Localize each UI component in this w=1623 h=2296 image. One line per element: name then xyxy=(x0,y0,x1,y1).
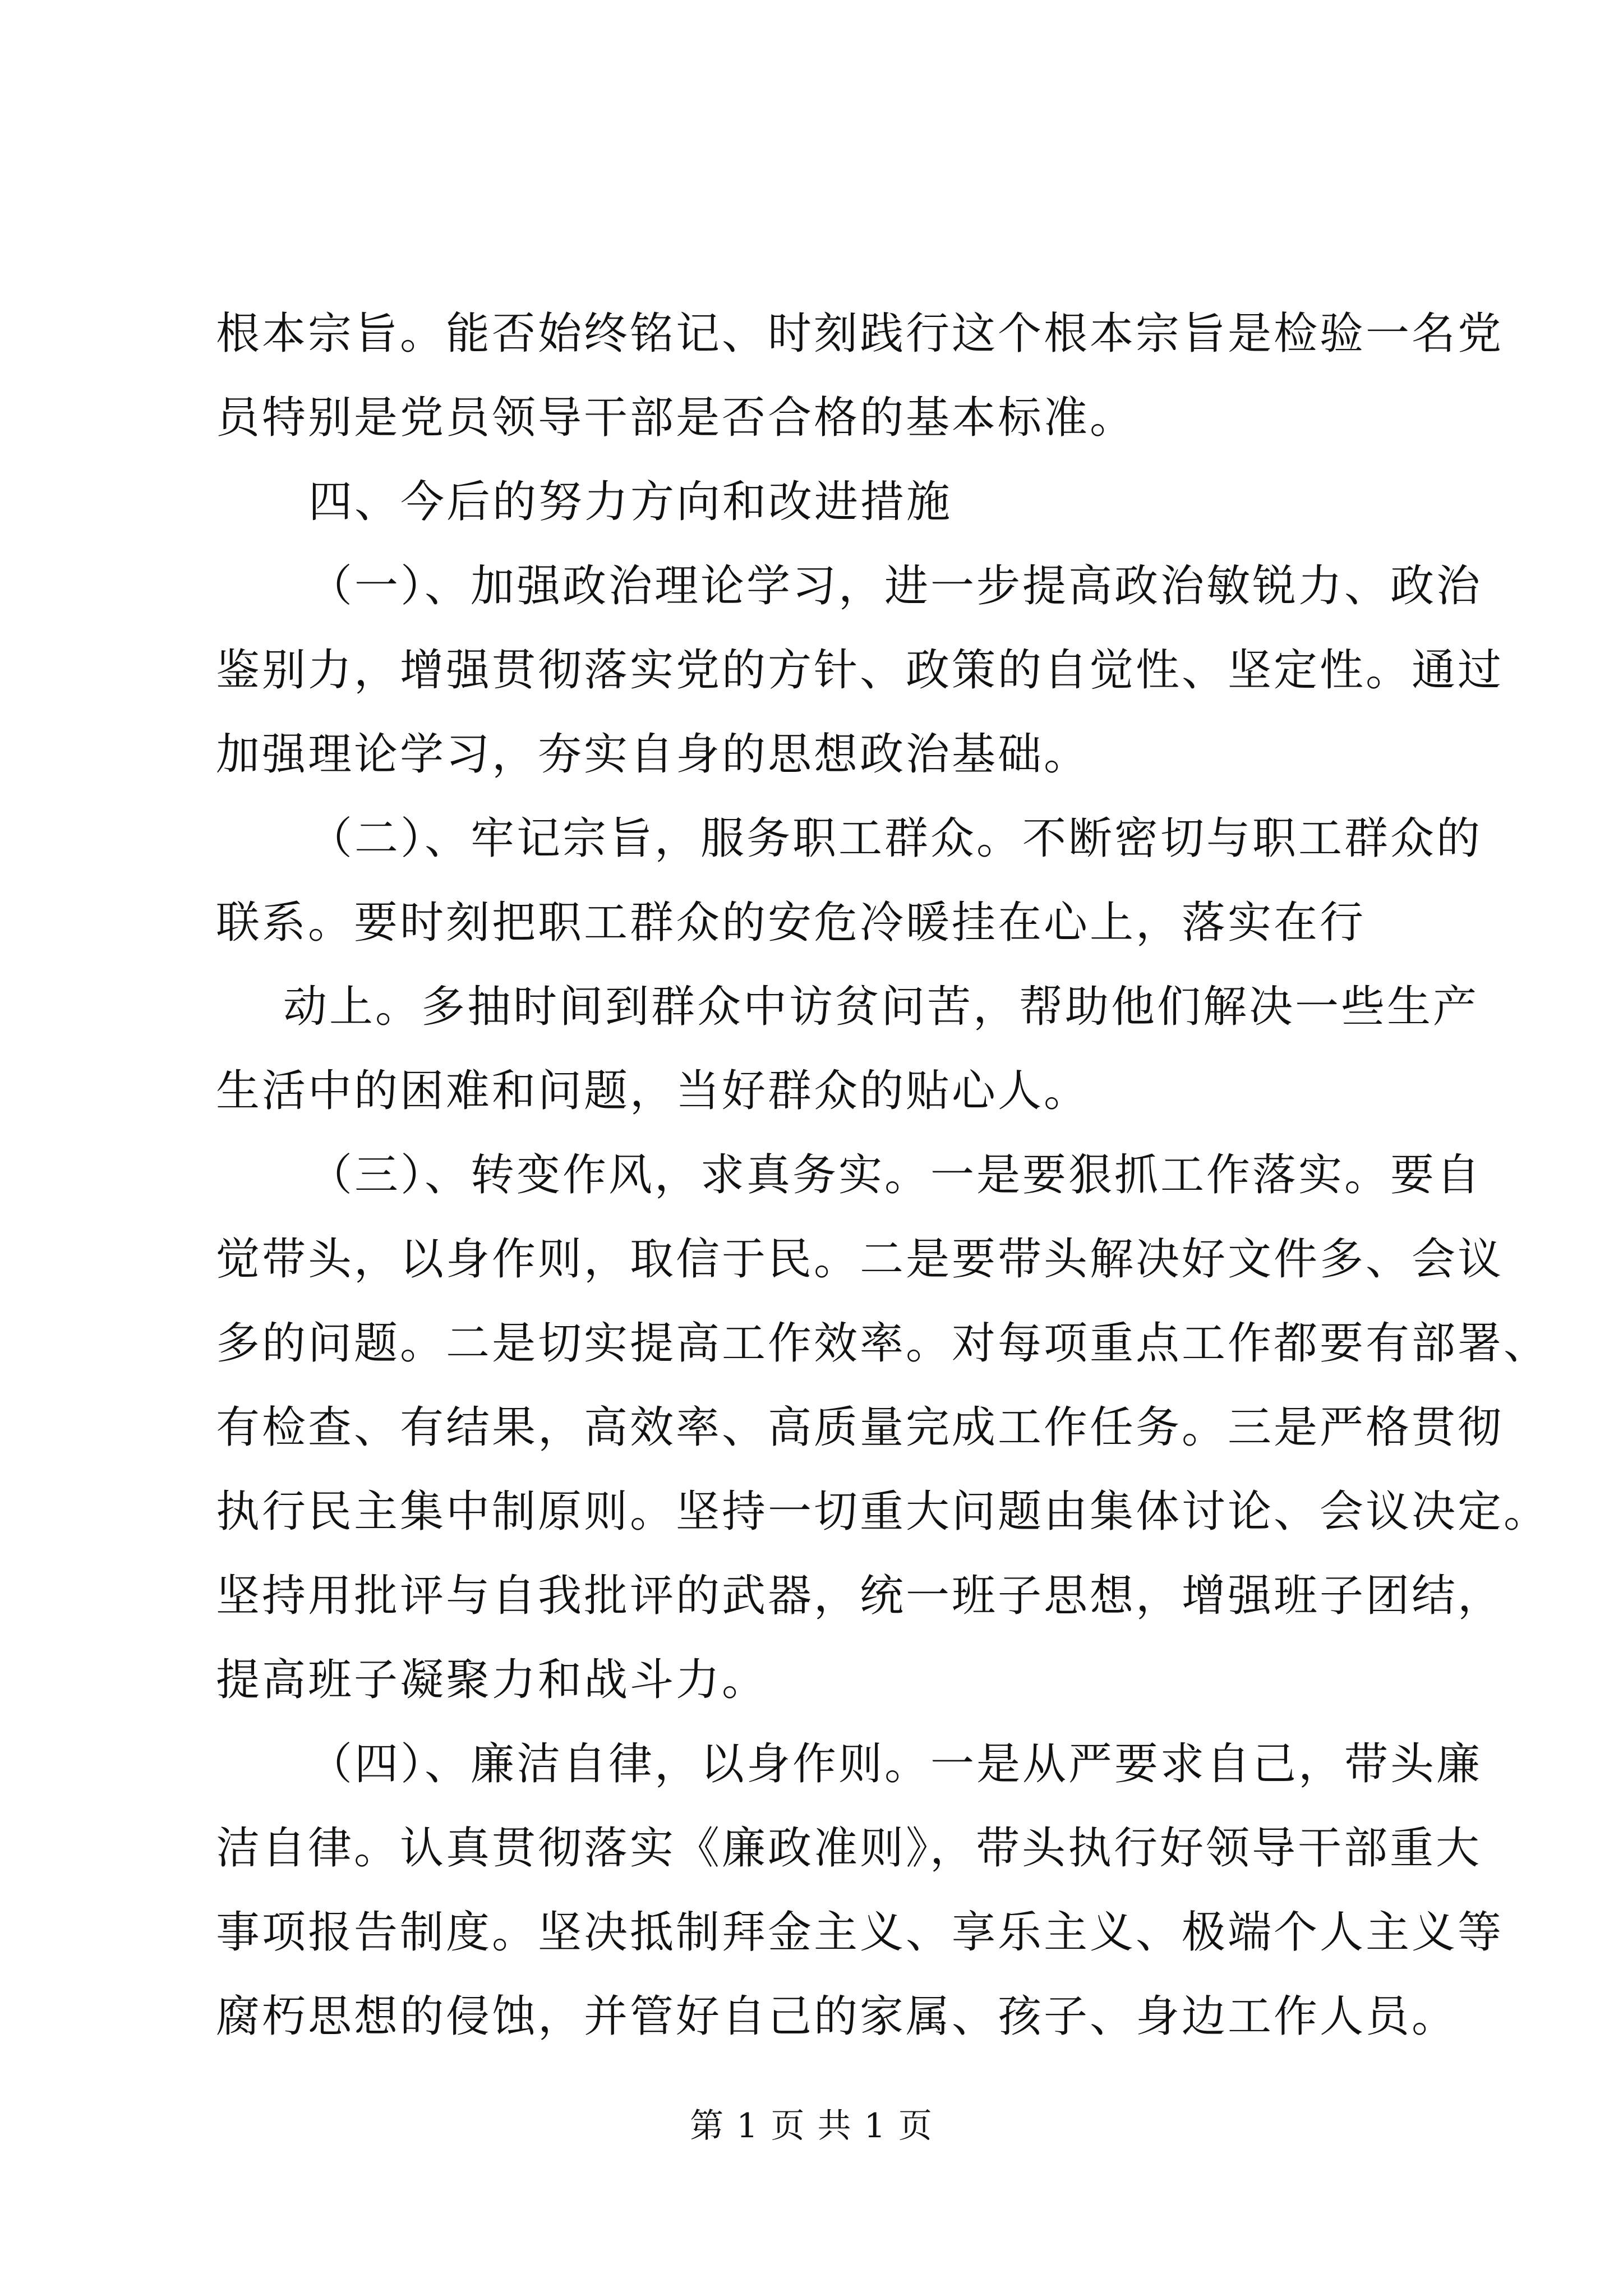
text-line: 生活中的困难和问题，当好群众的贴心人。 xyxy=(216,1066,1090,1116)
text-line: （二）、牢记宗旨，服务职工群众。不断密切与职工群众的 xyxy=(308,813,1483,864)
text-line: 加强理论学习，夯实自身的思想政治基础。 xyxy=(216,729,1090,780)
text-line: 根本宗旨。能否始终铭记、时刻践行这个根本宗旨是检验一名党 xyxy=(216,309,1504,359)
text-line: 鉴别力，增强贯彻落实党的方针、政策的自觉性、坚定性。通过 xyxy=(216,645,1504,696)
text-line: 员特别是党员领导干部是否合格的基本标准。 xyxy=(216,393,1136,443)
text-line: （三）、转变作风，求真务实。一是要狠抓工作落实。要自 xyxy=(308,1150,1483,1200)
text-line: 执行民主集中制原则。坚持一切重大问题由集体讨论、会议决定。 xyxy=(216,1487,1550,1537)
text-line: 有检查、有结果，高效率、高质量完成工作任务。三是严格贯彻 xyxy=(216,1402,1504,1453)
text-line: （四）、廉洁自律，以身作则。一是从严要求自己，带头廉 xyxy=(308,1739,1483,1789)
text-line: 觉带头，以身作则，取信于民。二是要带头解决好文件多、会议 xyxy=(216,1234,1504,1285)
text-line: 多的问题。二是切实提高工作效率。对每项重点工作都要有部署、 xyxy=(216,1318,1550,1369)
page-number-footer: 第 1 页 共 1 页 xyxy=(690,2106,933,2146)
text-line: 提高班子凝聚力和战斗力。 xyxy=(216,1655,768,1705)
text-line: 联系。要时刻把职工群众的安危冷暖挂在心上，落实在行 xyxy=(216,898,1366,948)
section-heading: 四、今后的努力方向和改进措施 xyxy=(308,477,953,527)
document-body xyxy=(216,292,1550,2059)
text-line: 事项报告制度。坚决抵制拜金主义、享乐主义、极端个人主义等 xyxy=(216,1907,1504,1958)
text-line: （一）、加强政治理论学习，进一步提高政治敏锐力、政治 xyxy=(308,561,1483,611)
text-line: 动上。多抽时间到群众中访贫问苦，帮助他们解决一些生产 xyxy=(283,982,1479,1032)
text-line: 腐朽思想的侵蚀，并管好自己的家属、孩子、身边工作人员。 xyxy=(216,1991,1458,2042)
text-line: 坚持用批评与自我批评的武器，统一班子思想，增强班子团结， xyxy=(216,1571,1504,1621)
text-line: 洁自律。认真贯彻落实《廉政准则》，带头执行好领导干部重大 xyxy=(216,1823,1482,1874)
